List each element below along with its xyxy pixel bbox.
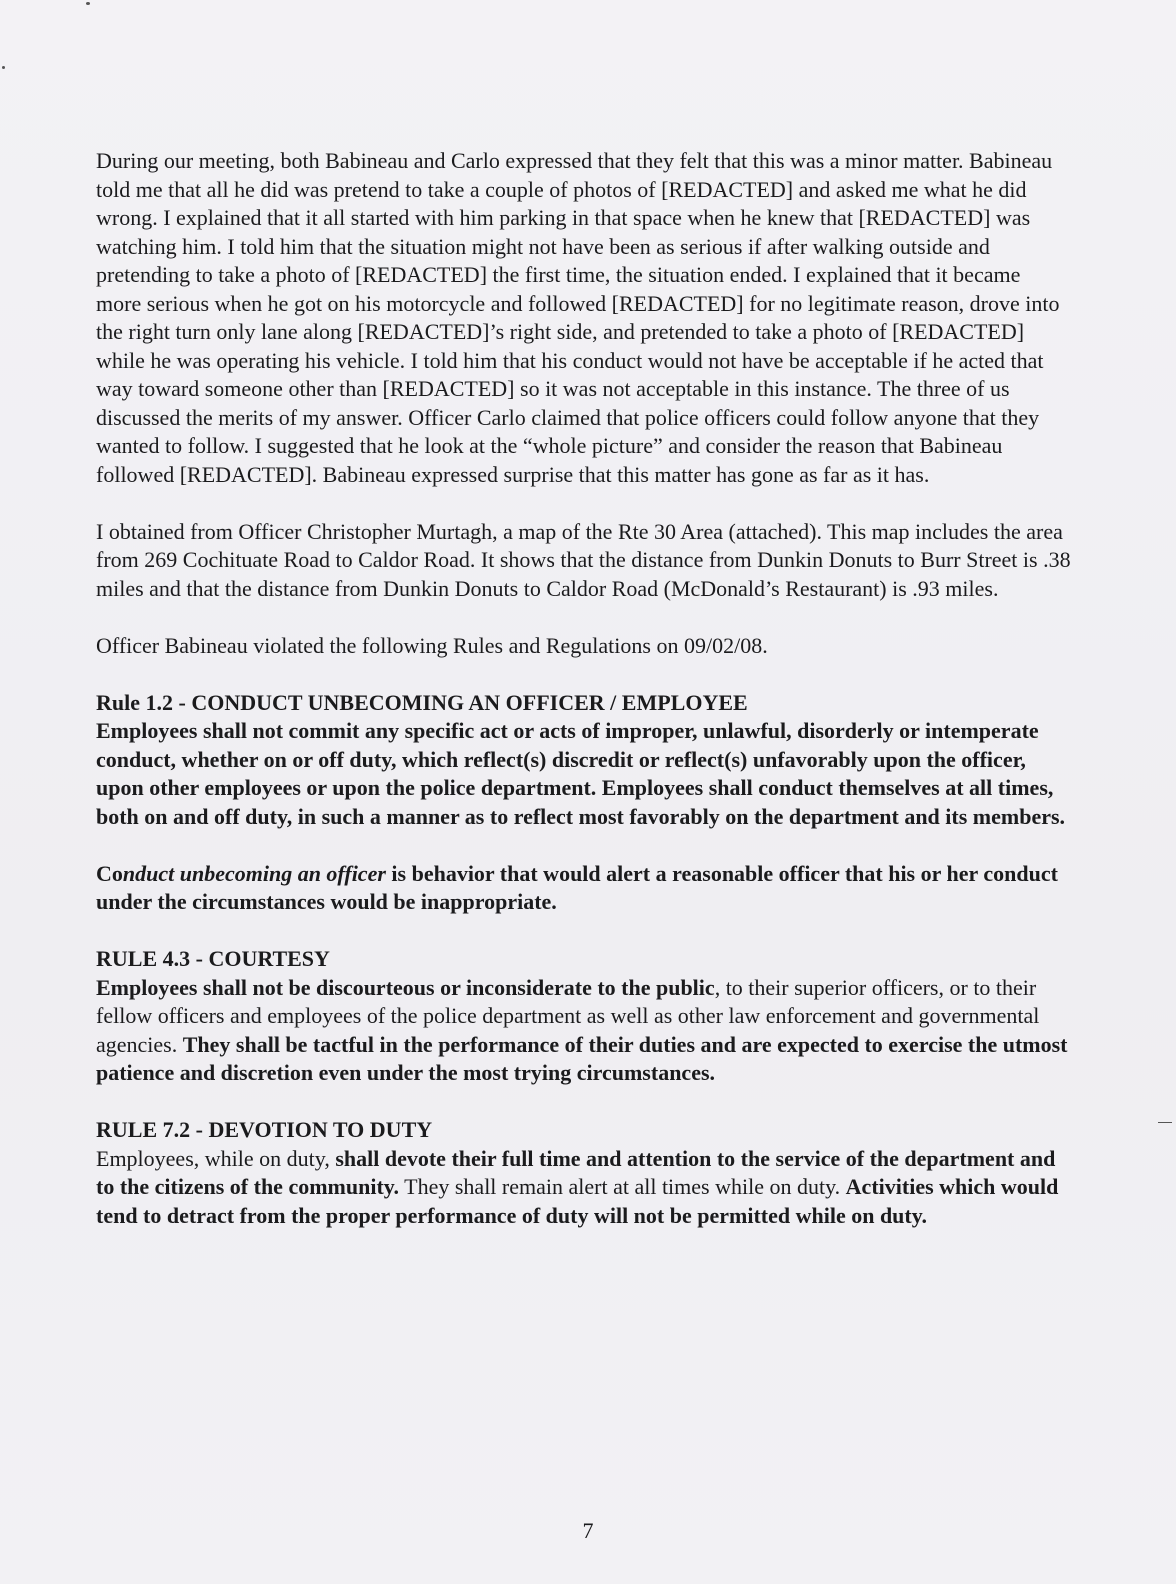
rule-1-2-body: Employees shall not commit any specific act or acts of improper, unlawful, disorderly or intemperate conduct, whether on or off duty, which reflect(s) discredit or reflect(s) unfavorably upon the officer, upon other employees or upon the police department. Employees shall conduct themselves at all times, both on and off duty, in such a manner as to reflect most favorably on the department and its members.: [96, 718, 1066, 829]
definition-term: nduct unbecoming an officer: [122, 860, 386, 886]
page-number: 7: [582, 1518, 594, 1543]
rule-4-3-bold-1: Employees shall not be discourteous or inconsiderate to the public: [96, 974, 715, 1000]
scan-speck: [86, 2, 90, 5]
rule-4-3-body: [96, 974, 1071, 1088]
meeting-paragraph: During our meeting, both Babineau and Carlo expressed that they felt that this was a minor matter. Babineau told me that all he did was pretend to take a couple of photos of [REDACTED] and asked me what he did wrong. I explained that it all started with him parking in that space when he knew that [REDACTED] was watching him. I told him that the situation might not have been as serious if after walking outside and pretending to take a photo of [REDACTED] the first time, the situation ended. I explained that it became more serious when he got on his motorcycle and followed [REDACTED] for no legitimate reason, drove into the right turn only lane along [REDACTED]’s right side, and pretended to take a photo of [REDACTED] while he was operating his vehicle. I told him that his conduct would not have be acceptable if he acted that way toward someone other than [REDACTED] so it was not acceptable in this instance. The three of us discussed the merits of my answer. Officer Carlo claimed that police officers could follow anyone that they wanted to follow. I suggested that he look at the “whole picture” and consider the reason that Babineau followed [REDACTED]. Babineau expressed surprise that this matter has gone as far as it has.: [96, 148, 1060, 487]
rule-7-2-plain-1: Employees, while on duty,: [96, 1145, 336, 1171]
rule-7-2-plain-2: They shall remain alert at all times while on duty.: [399, 1174, 846, 1199]
rule-7-2-heading: RULE 7.2 - DEVOTION TO DUTY: [96, 1117, 433, 1142]
rule-4-3-bold-2: They shall be tactful in the performance of their duties and are expected to exercise the utmost patience and discretion even under the most trying circumstances.: [96, 1031, 1068, 1085]
rule-7-2-body: [96, 1145, 1071, 1231]
rule-4-3-heading: RULE 4.3 - COURTESY: [96, 946, 330, 971]
map-paragraph: I obtained from Officer Christopher Murtagh, a map of the Rte 30 Area (attached). This map includes the area from 269 Cochituate Road to Caldor Road. It shows that the distance from Dunkin Donuts to Burr Street is .38 miles and that the distance from Dunkin Donuts to Caldor Road (McDonald’s Restaurant) is .93 miles.: [96, 518, 1071, 601]
rule-1-2-heading: Rule 1.2 - CONDUCT UNBECOMING AN OFFICER / EMPLOYEE: [96, 689, 748, 715]
definition-text: is behavior that would alert a reasonable officer that his or her conduct under the circumstances would be inappropriate.: [96, 860, 1058, 914]
rule-4-3-plain-1: , to their superior officers, or to their fellow officers and employees of the police department as well as other law enforcement and governmental agencies.: [96, 974, 1040, 1057]
violation-paragraph: Officer Babineau violated the following Rules and Regulations on 09/02/08.: [96, 632, 768, 658]
document-body: [96, 147, 1071, 1230]
rule-7-2-bold-1: shall devote their full time and attention to the service of the department and to the citizens of the community.: [96, 1145, 1056, 1199]
rule-1-2-definition: [96, 860, 1071, 917]
scan-speck: [2, 66, 5, 69]
definition-prefix: Co: [96, 860, 123, 886]
scan-speck: [1158, 1122, 1172, 1123]
rule-7-2-bold-2: Activities which would tend to detract from the proper performance of duty will not be permitted while on duty.: [96, 1174, 1059, 1228]
